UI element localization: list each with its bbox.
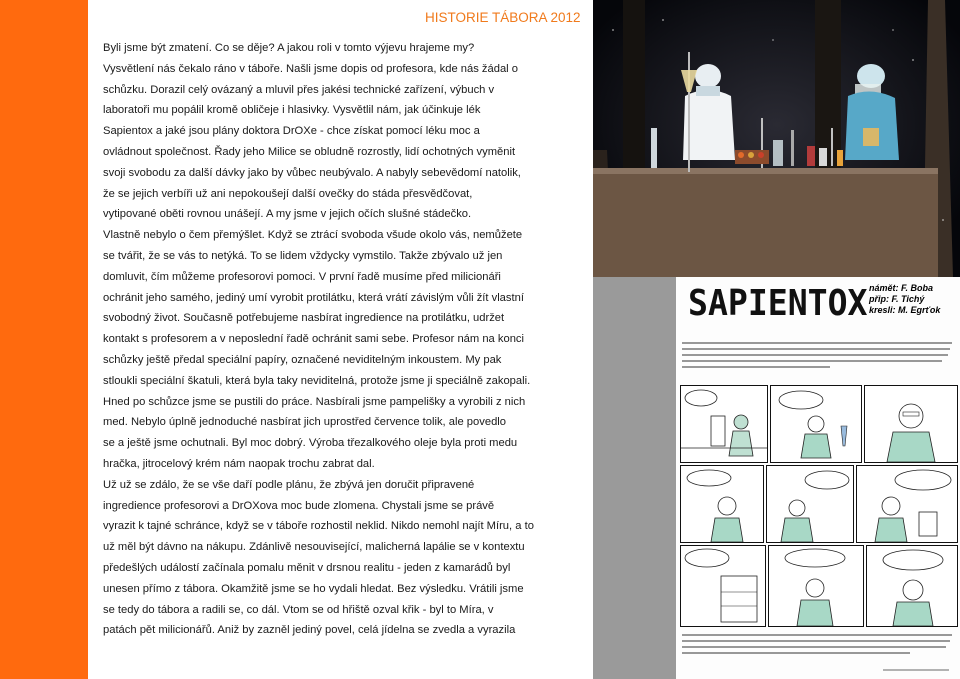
- lab-desk-drawing: [681, 386, 767, 462]
- article-text: [103, 38, 581, 641]
- text-line: vyrazit k tajné schránce, když se v táboře rozhostil neklid. Nikdo nemohl najít Míru, a to: [103, 520, 534, 533]
- text-line: hračka, jitrocelový krém nám naopak trochu zabrat dal.: [103, 457, 375, 470]
- comic-outro-text: [680, 629, 956, 665]
- text-line: schůzku. Dorazil celý ovázaný a mluvil přes jakési technické zařízení, výbuch v: [103, 83, 495, 96]
- comic-panel: [768, 545, 864, 627]
- text-line: Vysvětlení nás čekalo ráno v táboře. Našli jsme dopis od profesora, kde nás žádal o: [103, 62, 518, 75]
- text-line: předešlých událostí začínala pomalu měnit v drsnou realitu - jeden z kamarádů byl: [103, 561, 511, 574]
- credit-art: kresli: M. Egrťok: [869, 305, 941, 315]
- comic-panel: [680, 385, 768, 463]
- lab-scene-illustration: [593, 0, 960, 277]
- text-line: stloukli speciální škatuli, která byla taky neviditelná, protože jsme ji speciálně zakopali.: [103, 374, 531, 387]
- comic-panel: [866, 545, 958, 627]
- text-line: Hned po schůzce jsme se pustili do práce. Nasbírali jsme pampelišky a vyrobili z nich: [103, 395, 526, 408]
- comic-intro-scribble: [680, 339, 956, 381]
- lab-drawing: [857, 466, 957, 542]
- comic-title: SAPIENTOX: [688, 283, 868, 324]
- text-line: ovládnout společnost. Řady jeho Milice se obludně rozrostly, lidí ochotných vyměnit: [103, 145, 516, 158]
- text-line: domluvit, čím můžeme profesorovi pomoci. V první řadě musíme před milicionáři: [103, 270, 501, 283]
- worker-drawing: [769, 546, 863, 626]
- text-line: že se jejich verbíři už ani nepokoušejí další ovečky do stáda přesvědčovat,: [103, 187, 473, 200]
- text-line: svobodný život. Současně potřebujeme nasbírat ingredience na protilátku, udržet: [103, 312, 505, 325]
- text-line: Sapientox a jaké jsou plány doktora DrOXe - chce získat pomocí léku moc a: [103, 125, 480, 138]
- text-line: med. Nebylo úplně jednoduché nasbírat jich uprostřed července tolik, ale povedlo: [103, 416, 506, 429]
- comic-outro-scribble: [680, 629, 956, 665]
- text-line: Už už se zdálo, že se vše daří podle plánu, že zbývá jen doručit připravené: [103, 478, 475, 491]
- page-header: HISTORIE TÁBORA 2012: [425, 10, 581, 25]
- text-line: ingredience profesorovi a DrOXova moc bude zlomena. Chystali jsme se právě: [103, 499, 495, 512]
- comic-panel: [864, 385, 958, 463]
- sapientox-comic: [676, 277, 960, 679]
- text-line: svoji svobodu za další dávky jako by vůbec neubývalo. A nabyly sebevědomí natolik,: [103, 166, 521, 179]
- credit-story: námět: F. Boba: [869, 283, 934, 293]
- orange-side-bar: [0, 0, 88, 679]
- comic-panel: [770, 385, 862, 463]
- text-line: Byli jsme být zmatení. Co se děje? A jakou roli v tomto výjevu hrajeme my?: [103, 42, 475, 54]
- comic-signature: [881, 666, 951, 674]
- text-line: unesen přímo z tábora. Okamžitě jsme se ho vydali hledat. Bez výsledku. Vrátili jsme: [103, 582, 524, 595]
- text-line: už měl být dávno na nákupu. Zdánlivě nesouvisející, malicherná lapálie se v kontextu: [103, 541, 525, 554]
- comic-panel: [680, 465, 764, 543]
- comic-intro-text: [680, 339, 956, 381]
- text-line: patách pět milicionářů. Aniž by zazněl jediný povel, celá jídelna se zvedla a vyrazila: [103, 624, 516, 637]
- conversation-drawing: [767, 466, 853, 542]
- text-line: kontakt s profesorem a v neposlední řadě ochránit sami sebe. Profesor nám na konci: [103, 333, 524, 346]
- text-line: se tvářit, že se vás to netýká. To se lidem vždycky vymstilo. Takže zbývalo už jen: [103, 249, 503, 262]
- comic-panel: [856, 465, 958, 543]
- text-line: se a ještě jsme ochutnali. Byl moc dobrý. Výroba třezalkového oleje byla proti medu: [103, 437, 518, 450]
- speech-drawing: [681, 466, 763, 542]
- credit-text: přip: F. Tichý: [869, 294, 925, 304]
- text-line: se tedy do tábora a radili se, co dál. Vtom se od hřiště ozval křik - byl to Míra, v: [103, 603, 494, 616]
- cabinet-drawing: [681, 546, 765, 626]
- scientist-drawing: [865, 386, 957, 462]
- text-line: Vlastně nebylo o čem přemýšlet. Když se ztrácí svoboda všude okolo vás, nemůžete: [103, 229, 523, 242]
- lab-scene-photo: [593, 0, 960, 277]
- professor-drawing: [867, 546, 957, 626]
- text-line: vytipované oběti rovnou unášejí. A my jsme v jejich očích slušné stádečko.: [103, 208, 472, 221]
- text-line: schůzky ještě předal speciální papíry, označené neviditelným inkoustem. My pak: [103, 353, 502, 366]
- text-line: laboratoři mu popálil kromě obličeje i hlasivky. Vysvětlil nám, jak účinkuje lék: [103, 104, 481, 117]
- comic-credits: [869, 283, 940, 316]
- chemist-drawing: [771, 386, 861, 462]
- comic-panel: [766, 465, 854, 543]
- comic-panel: [680, 545, 766, 627]
- text-line: ochránit jeho samého, jediný umí vyrobit protilátku, která vrátí závislým vůli žít vlastní: [103, 291, 524, 304]
